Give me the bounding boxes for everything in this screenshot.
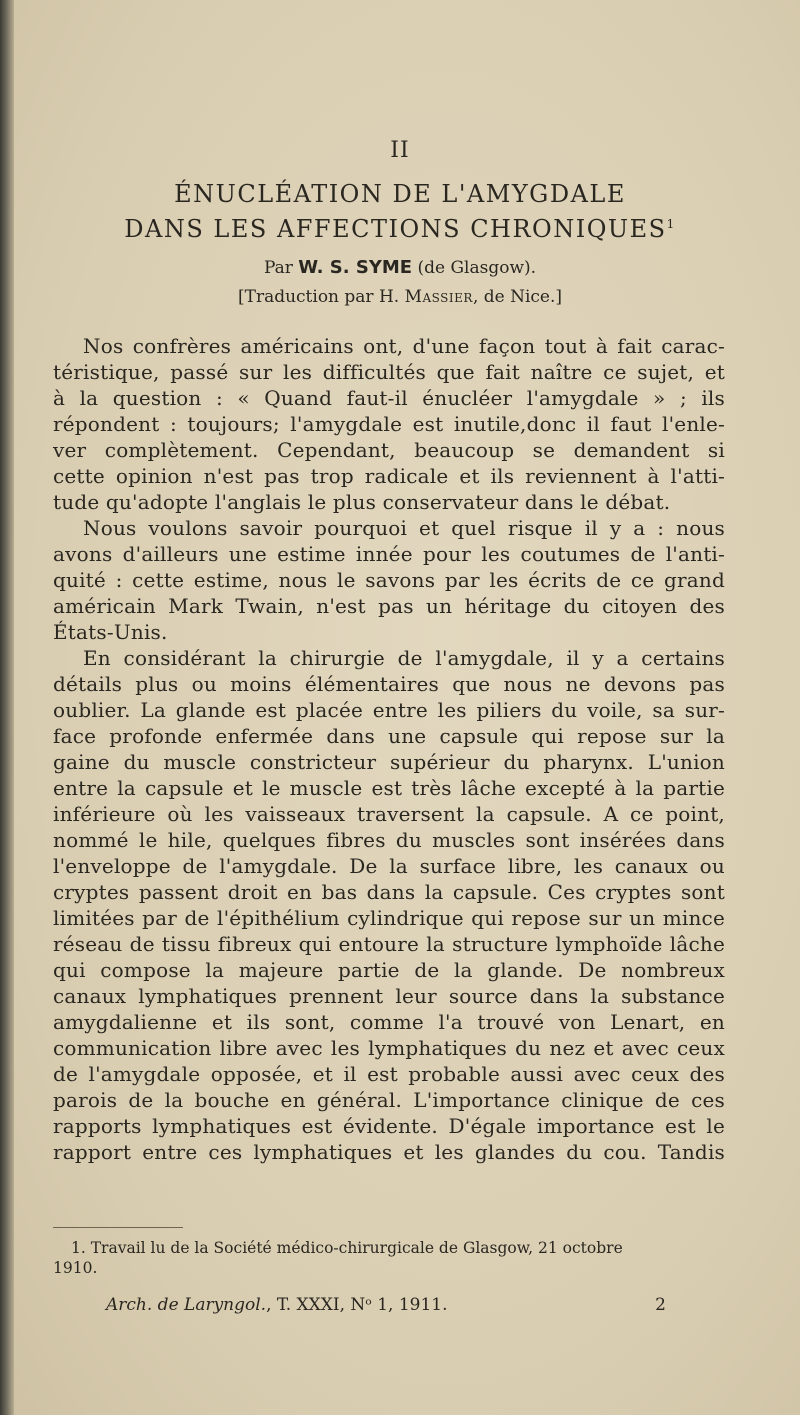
body-line: cryptes passent droit en bas dans la capsule. Ces cryptes sont xyxy=(53,880,725,904)
author-name: W. S. SYME xyxy=(298,257,413,278)
body-line: téristique, passé sur les difficultés que fait naître ce sujet, et xyxy=(53,360,725,384)
body-line: répondent : toujours; l'amygdale est inutile,donc il faut l'enle- xyxy=(53,412,725,436)
body-line: communication libre avec les lymphatiques du nez et avec ceux xyxy=(53,1036,725,1060)
body-line: rapport entre ces lymphatiques et les glandes du cou. Tandis xyxy=(53,1140,725,1164)
section-numeral: II xyxy=(390,138,410,163)
translator-name: Massier xyxy=(404,287,473,307)
signature-number: 2 xyxy=(655,1295,666,1315)
body-line: limitées par de l'épithélium cylindrique qui repose sur un mince xyxy=(53,906,725,930)
footnote-marker: 1 xyxy=(666,217,676,231)
body-line: de l'amygdale opposée, et il est probable aussi avec ceux des xyxy=(53,1062,725,1086)
body-line: En considérant la chirurgie de l'amygdale, il y a certains xyxy=(83,646,725,670)
body-line: américain Mark Twain, n'est pas un héritage du citoyen des xyxy=(53,594,725,618)
footnote xyxy=(53,1238,725,1278)
journal-name: Arch. de Laryngol. xyxy=(106,1295,267,1315)
body-line: gaine du muscle constricteur supérieur du pharynx. L'union xyxy=(53,750,725,774)
author-prefix: Par xyxy=(263,258,293,278)
body-line: face profonde enfermée dans une capsule qui repose sur la xyxy=(53,724,725,748)
body-line: détails plus ou moins élémentaires que nous ne devons pas xyxy=(53,672,725,696)
body-line: cette opinion n'est pas trop radicale et ils reviennent à l'atti- xyxy=(53,464,725,488)
journal-volume: , T. XXXI, Nᵒ 1, 1911. xyxy=(266,1295,448,1315)
article-title-line-1: ÉNUCLÉATION DE L'AMYGDALE xyxy=(174,180,626,208)
body-line: oublier. La glande est placée entre les piliers du voile, sa sur- xyxy=(53,698,725,722)
journal-citation xyxy=(106,1295,448,1315)
body-line: quité : cette estime, nous le savons par les écrits de ce grand xyxy=(53,568,725,592)
body-line: canaux lymphatiques prennent leur source dans la substance xyxy=(53,984,725,1008)
page-footer xyxy=(106,1295,666,1315)
author-place: (de Glasgow). xyxy=(417,258,537,278)
body-line: avons d'ailleurs une estime innée pour les coutumes de l'anti- xyxy=(53,542,725,566)
author-line xyxy=(0,257,800,278)
body-line: tude qu'adopte l'anglais le plus conservateur dans le débat. xyxy=(53,490,671,514)
body-line: réseau de tissu fibreux qui entoure la structure lymphoïde lâche xyxy=(53,932,725,956)
translation-credit: [Traduction par H. Massier, de Nice.] xyxy=(237,287,563,307)
footnote-line-1: 1. Travail lu de la Société médico-chirurgicale de Glasgow, 21 octobre xyxy=(71,1239,623,1257)
body-line: à la question : « Quand faut-il énucléer l'amygdale » ; ils xyxy=(53,386,725,410)
body-line: parois de la bouche en général. L'importance clinique de ces xyxy=(53,1088,725,1112)
body-line: ver complètement. Cependant, beaucoup se demandent si xyxy=(53,438,725,462)
body-line: inférieure où les vaisseaux traversent la capsule. A ce point, xyxy=(53,802,725,826)
footnote-separator xyxy=(53,1227,183,1228)
body-line: l'enveloppe de l'amygdale. De la surface libre, les canaux ou xyxy=(53,854,725,878)
body-line: Nous voulons savoir pourquoi et quel risque il y a : nous xyxy=(83,516,725,540)
article-title-line-2: DANS LES AFFECTIONS CHRONIQUES$^1$ xyxy=(124,215,676,243)
body-line: rapports lymphatiques est évidente. D'égale importance est le xyxy=(53,1114,725,1138)
book-spine-shadow xyxy=(0,0,14,1415)
article-body xyxy=(53,333,725,1165)
body-line: nommé le hile, quelques fibres du muscles sont insérées dans xyxy=(53,828,725,852)
body-line: entre la capsule et le muscle est très lâche excepté à la partie xyxy=(53,776,725,800)
body-line: amygdalienne et ils sont, comme l'a trouvé von Lenart, en xyxy=(53,1010,725,1034)
footnote-line-2: 1910. xyxy=(53,1259,98,1277)
body-line: qui compose la majeure partie de la glande. De nombreux xyxy=(53,958,725,982)
body-line: États-Unis. xyxy=(53,620,168,644)
body-line: Nos confrères américains ont, d'une façon tout à fait carac- xyxy=(83,334,725,358)
